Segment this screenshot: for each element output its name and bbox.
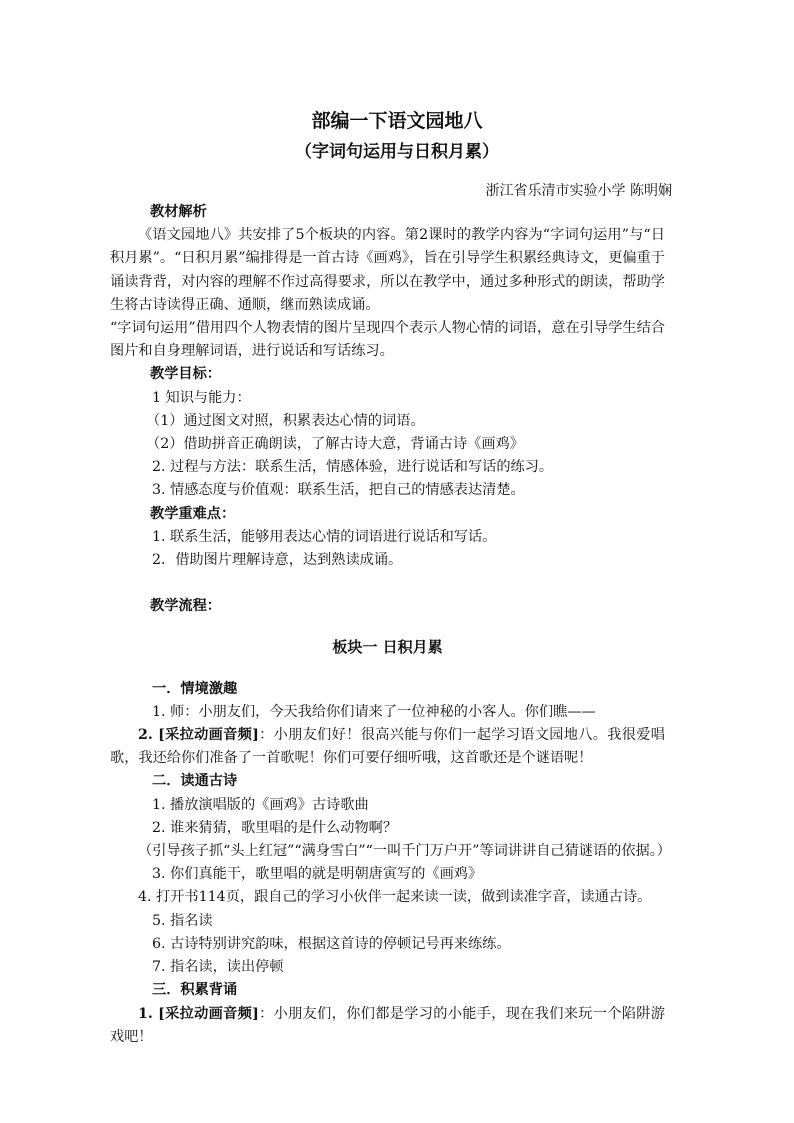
part2-step-4: 4. 打开书114页，跟自己的学习小伙伴一起来读一读，做到读准字音，读通古诗。 bbox=[138, 889, 652, 906]
keypoints-heading: 教学重难点： bbox=[150, 505, 236, 522]
part3-step-1 bbox=[110, 1003, 665, 1049]
part2-step-5: 5. 指名读 bbox=[152, 912, 213, 929]
spacer bbox=[110, 572, 665, 595]
goal-item-2: 2. 过程与方法：联系生活，情感体验，进行说话和写话的练习。 bbox=[152, 459, 554, 476]
part3-heading: 三．积累背诵 bbox=[152, 982, 238, 999]
goal-subitem-1: （1）通过图文对照，积累表达心情的词语。 bbox=[146, 412, 425, 429]
part1-step-1: 1. 师：小朋友们，今天我给你们请来了一位神秘的小客人。你们瞧—— bbox=[152, 703, 596, 720]
process-heading: 教学流程： bbox=[150, 598, 221, 615]
audio-tag: 1. [采拉动画音频] bbox=[138, 1005, 259, 1022]
part2-step-2-note: （引导孩子抓“头上红冠”“满身雪白”“一叫千门万户开”等词讲讲自己猜谜语的依据。） bbox=[138, 843, 671, 860]
keypoint-2: 2．借助图片理解诗意，达到熟读成诵。 bbox=[152, 552, 403, 569]
goal-item-1: 1 知识与能力： bbox=[152, 389, 251, 406]
goal-item-3: 3. 情感态度与价值观：联系生活，把自己的情感表达清楚。 bbox=[152, 482, 525, 499]
analysis-heading: 教材解析 bbox=[150, 204, 207, 220]
spacer bbox=[110, 660, 665, 678]
document-title: 部编一下语文园地八 bbox=[311, 110, 483, 132]
part2-step-3: 3. 你们真能干，歌里唱的就是明朝唐寅写的《画鸡》 bbox=[152, 866, 483, 883]
keypoint-1: 1. 联系生活，能够用表达心情的词语进行说话和写话。 bbox=[152, 528, 497, 545]
part2-step-2: 2. 谁来猜猜，歌里唱的是什么动物啊？ bbox=[152, 819, 398, 836]
part2-step-7: 7. 指名读，读出停顿 bbox=[152, 959, 284, 976]
goal-subitem-2: （2）借助拼音正确朗读，了解古诗大意，背诵古诗《画鸡》 bbox=[146, 436, 524, 453]
part1-step-2 bbox=[110, 724, 665, 770]
document-subtitle: （字词句运用与日积月累） bbox=[295, 142, 499, 162]
analysis-paragraph-1: 《语文园地八》共安排了5个板块的内容。第2课时的教学内容为“字词句运用”与“日积月累”。“日积月累”编排得是一首古诗《画鸡》，旨在引导学生积累经典诗文，更偏重于诵读背背，对内容的理解不作过高得要求，所以在教学中，通过多种形式的朗读，帮助学生将古诗读得正确、通顺，继而熟读成诵。 bbox=[110, 227, 665, 313]
author-line: 浙江省乐清市实验小学 陈明娴 bbox=[485, 183, 672, 199]
document-body bbox=[110, 201, 671, 1049]
part2-step-1: 1. 播放演唱版的《画鸡》古诗歌曲 bbox=[152, 796, 369, 813]
audio-tag: 2. [采拉动画音频] bbox=[138, 727, 259, 744]
part2-step-6: 6. 古诗特别讲究韵味，根据这首诗的停顿记号再来练练。 bbox=[152, 935, 511, 952]
goals-heading: 教学目标： bbox=[150, 366, 221, 383]
part1-heading: 一．情境激趣 bbox=[152, 680, 238, 697]
part1-step-2-text: ：小朋友们好！很高兴能与你们一起学习语文园地八。我很爱唱歌，我还给你们准备了一首歌呢！你们可要仔细听哦，这首歌还是个谜语呢！ bbox=[110, 727, 665, 767]
analysis-paragraph-2: “字词句运用”借用四个人物表情的图片呈现四个表示人物心情的词语，意在引导学生结合图片和自身理解词语，进行说话和写话练习。 bbox=[110, 320, 665, 360]
part3-step-1-text: ：小朋友们，你们都是学习的小能手，现在我们来玩一个陷阱游戏吧！ bbox=[110, 1005, 665, 1045]
section-title: 板块一 日积月累 bbox=[332, 638, 443, 657]
spacer bbox=[110, 618, 665, 636]
part2-heading: 二．读通古诗 bbox=[152, 773, 238, 790]
